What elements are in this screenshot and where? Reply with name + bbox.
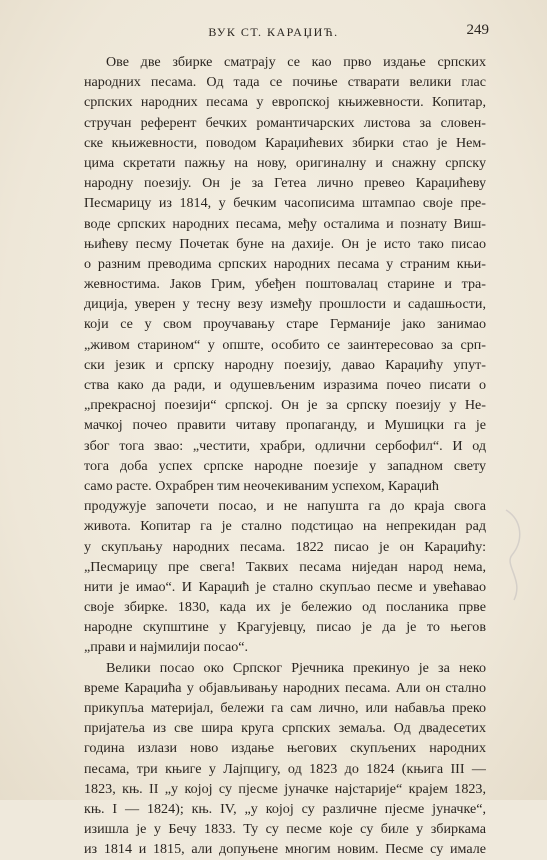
text-line: воде српских народних песама, међу осталима и познату Виш- (84, 215, 486, 232)
text-line: диција, уверен у тесну везу између прошлости и садашњости, (84, 296, 486, 313)
text-line: „прави и најмилији посао“. (84, 639, 249, 656)
page-number: 249 (466, 22, 489, 38)
text-line: стручан референт бечких романтичарских листова за словен- (84, 114, 486, 131)
text-line: своје збирке. 1830, када их је бележио од посланика прве (84, 599, 486, 616)
page-header (0, 22, 547, 42)
text-line: продужује започети посао, и не напушта га до краја свога (84, 498, 486, 515)
text-line: о разним преводима српских народних песама у страним књи- (84, 255, 486, 272)
text-line: година излази ново издање његових скупљених народних (84, 740, 486, 757)
text-line: у скупљању народних песама. 1822 писао је он Караџићу: (84, 538, 486, 555)
text-line: Песмарицу из 1814, у бечким часописима штампао своје пре- (84, 195, 486, 212)
text-line: њићеву песму Почетак буне на дахије. Он је исто тако писао (84, 235, 486, 252)
text-line: „прекрасној поезији“ српској. Он је за српску поезију у Не- (84, 397, 486, 414)
text-line: песама, три књиге у Лајпцигу, од 1823 до 1824 (књига III — (84, 760, 486, 777)
text-line: само расте. Охрабрен тим неочекиваним успехом, Караџић (84, 477, 439, 494)
text-line: народних песама. Од тада се почиње стварати велики глас (84, 74, 486, 91)
text-line: прикупља материјал, бележи га сам лично, или набавља преко (84, 700, 486, 716)
text-line: 1823, књ. II „у којој су пјесме јуначке најстарије“ крајем 1823, (84, 780, 486, 797)
body-text (84, 52, 486, 860)
text-line: који се у свом проучавању старе Германије јако занимао (84, 316, 486, 333)
text-line: Ове две збирке сматрају се као прво издање српских (106, 54, 486, 70)
pencil-mark (500, 500, 530, 610)
text-line: пријатеља из све шира круга српских земаља. Од двадесетих (84, 720, 486, 737)
text-line: мачкој почео правити читаву пропаганду, и Мушицки га је (84, 417, 486, 434)
text-line: српских народних песама у европској књижевности. Копитар, (84, 94, 486, 111)
text-line: ства како да ради, и одушевљеним изразима почео писати о (84, 377, 486, 393)
text-line: жевностима. Јаков Грим, убеђен поштовалац старине и тра- (84, 276, 486, 293)
text-line: народне скупштине у Крагујевцу, писао је да је то његов (84, 619, 486, 636)
text-line: нити је имао“. И Караџић је стално скупљао песме и увећавао (84, 578, 486, 595)
text-line: народну поезију. Он је за Гетеа лично превео Караџићеву (84, 175, 486, 192)
text-line: тога доба успех српске народне поезије у западном свету (84, 457, 486, 474)
text-line: ске књижевности, поводом Караџићевих збирки стао је Нем- (84, 134, 486, 151)
running-head: ВУК СТ. КАРАЏИЋ. (208, 25, 339, 39)
text-line: цима скретати пажњу на нову, оригиналну и снажну српску (84, 154, 486, 171)
text-line: књ. I — 1824); књ. IV, „у којој су различне пјесме јуначке“, (84, 800, 486, 817)
text-line: „Песмарицу пре свега! Таквих песама ниједан народ нема, (84, 558, 486, 575)
text-line: Велики посао око Српског Рјечника прекинуо је за неко (106, 659, 486, 676)
text-line: због тога звао: „честити, храбри, одлични сербофил“. И од (84, 437, 486, 454)
text-line: „живом старином“ у опште, особито се заинтересовао за срп- (84, 336, 486, 353)
text-line: ски језик и српску народну поезију, давао Караџићу упут- (84, 356, 486, 373)
text-line: живота. Копитар га је стално подстицао на непрекидан рад (84, 518, 486, 535)
text-line: изишла је у Бечу 1833. Ту су песме које су биле у збиркама (84, 821, 486, 838)
text-line: време Караџића у објављивању народних песама. Али он стално (84, 679, 486, 696)
text-line: из 1814 и 1815, али допуњене многим новим. Песме су имале (84, 841, 486, 858)
